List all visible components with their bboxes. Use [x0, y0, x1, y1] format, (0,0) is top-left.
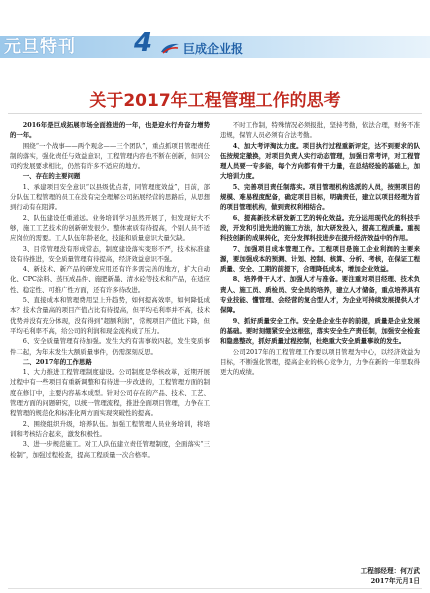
title-divider [8, 113, 422, 114]
article-paragraph: 6、安全质量管理有待加强。发生大约有害事故四起，发生变质事件二起，为年末发生大额质量事件，仍需深刻反思。 [10, 337, 210, 356]
article-paragraph: 3、目常管理没有形成常态，制度建设落实变形不严，技术标准建设有待推进，安全质量管理有待提高，经济效益意识不强。 [10, 244, 210, 263]
page-header [0, 0, 430, 72]
article-paragraph: 围绕“一个战事——两个观念——三个团队”，重点抓项目管理责任制的落实，强化责任与效益意识，工程管理内容也不断在创新，但同公司约发展要求相比，仍然有许多不适应的地方。 [10, 141, 210, 171]
article-paragraph: 6、提高新技术研发新工艺的转化效益。充分运用现代化的科技手段，开发和引进先进的施工方法，加大研发投入，提高工程质量。重视科技创新的成果转化，充分发挥科技进步在提升经济效益中的作用。 [220, 213, 420, 243]
article-paragraph: 3、进一步规范施工。对工人队伍建立责任管理制度，全面落实“三检制”，加强过程检查，提高工程质量一次合格率。 [10, 440, 210, 459]
article-paragraph: 5、完善项目责任制落实。项目管理机构选派的人员，按照项目的规模、难易程度配备，确定项目目标，明确责任，建立以项目经理为首的项目管理机构，做到责权利相结合。 [220, 182, 420, 212]
article-paragraph: 一、存在的主要问题 [22, 172, 81, 181]
signature-date: 2017年元月1日 [370, 577, 420, 585]
article-paragraph: 二、2017年的工作思路 [22, 357, 92, 366]
page-bottom-rule [8, 588, 422, 589]
article-paragraph: 公司2017年的工程管理工作要以项目管理为中心，以经济效益为目标，不断强化管理，提高企业的核心竞争力，力争在新的一年里取得更大的成绩。 [220, 347, 420, 377]
article-paragraph: 1、大力推进工程管理制度建设。公司制度是华核改革，近期开展过程中有一些项目有重新调整和有待进一步改进的，工程管理方面的制度在修订中，主要内容基本成型。针对公司存在的产品、技术、工艺、管理方面的问题研究，以统一管理流程，推进全面项目管理，力争在工程管理的规范化和标准化两方面实现突破性的提高。 [10, 368, 210, 418]
article-paragraph: 2、围绕组织升级，培养队伍。加强工程管理人员业务培训，将培训和考核结合起来，激发积极性。 [10, 419, 210, 438]
newspaper-logo [160, 41, 243, 55]
article-paragraph: 不时工作制，特殊情况必须报批，坚持考勤，依法合理，财务不准违规，保管人员必须有合法考勤。 [220, 121, 420, 140]
article-paragraph: 9、抓好质量安全工作。安全是企业生存的前提，质量是企业发展的基础。要时刻绷紧安全这根弦，落实安全生产责任制，加强安全检查和隐患整改，抓好质量过程控制，杜绝重大安全质量事故的发生。 [220, 316, 420, 346]
signature-author: 工程部经理：何万武 [360, 567, 420, 575]
logo-icon [160, 42, 180, 54]
article-paragraph: 2、队伍建设任重道远。业务培训学习虽然开展了，但发现好大不够，施工工艺技术的创新研发很少。整体素质有待提高，个别人员不适应岗位的需要。工人队伍年龄老化，技能和质量意识大量欠缺。 [10, 213, 210, 243]
article-signature [220, 566, 420, 586]
article-paragraph: 1、承建项目安全意识“以县级优点者，同管理度效益”，目前，部分队伍工程管理的员工在没有完全理解公司拓展经营的思路后，从思想到行动有在阻滞。 [10, 182, 210, 212]
article-title: 关于2017年工程管理工作的思考 [89, 91, 341, 111]
article-paragraph: 7、加强项目成本管理工作。工程项目是施工企业利润的主要来源，要加强成本的预测、计划、控制、核算、分析、考核，在保证工程质量、安全、工期的前提下，合理降低成本，增加企业效益。 [220, 244, 420, 274]
article-paragraph: 5、直接成本和管理费用呈上升趋势，如何提高效率，如何降低成本？技术含量高的项目产值占比有待提高，但平均毛利率并不高，技术优势并没有充分体现，没有得到“超额利润”，常规项目产值比下降，但平均毛利率不高，给公司的利润和现金流构成了压力。 [10, 296, 210, 335]
article-paragraph: 2016年是巨成拓展市场全面推进的一年，也是迎水行舟奋力增势的一年。 [10, 121, 210, 140]
section-label: 元旦特刊 [4, 37, 76, 57]
article-paragraph: 8、培养骨干人才、加强人才与准备。要注重对项目经理、技术负责人、施工员、质检员、安全员的培养，建立人才储备，重点培养具有专业技能、懂管理、会经营的复合型人才，为企业可持续发展提供人才保障。 [220, 275, 420, 315]
logo-text: 巨成企业报 [183, 41, 244, 56]
article-column-left [10, 120, 210, 560]
article-column-right [220, 120, 420, 560]
article-paragraph: 4、新技术、新产品的研发应用还有许多需完善的地方，扩大自动化、CPC涂料、蒸压成品件、施肥新墨、清水砼等技术和产品，在适应性、稳定性、可推广性方面，还有许多待改进。 [10, 265, 210, 294]
article-paragraph: 4、加大考评淘汰力度。项目执行过程重新评定，达不到要求的队伍按规定撤换，对项目负责人实行动态管理，加强日常考评，对工程管理人员要一专多能，每个方向都有骨干力量，在总结经验的基础上，加大培训力度。 [220, 141, 420, 181]
page-number: 4 [134, 28, 153, 58]
